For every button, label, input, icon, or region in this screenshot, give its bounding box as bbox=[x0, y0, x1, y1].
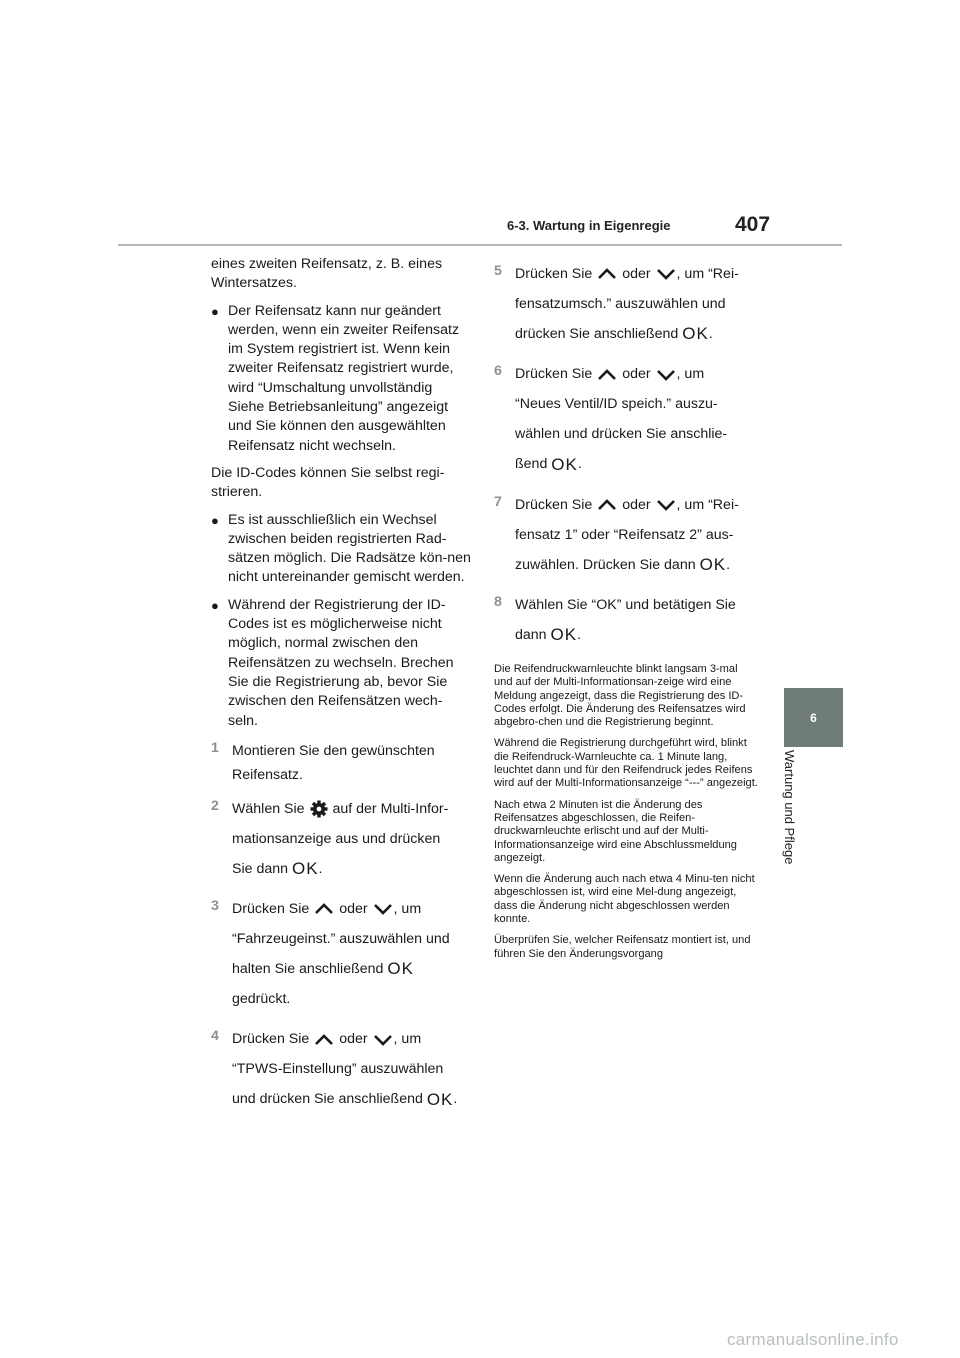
step-text: “TPWS-Einstellung” auszuwählen bbox=[232, 1061, 444, 1078]
step-text: und drücken Sie anschließend bbox=[232, 1091, 423, 1108]
step-text: . bbox=[577, 626, 582, 643]
step-text: gedrückt. bbox=[232, 991, 291, 1008]
step-text: . bbox=[577, 456, 582, 473]
note-text: Die Reifendruckwarnleuchte blinkt langsam 3-mal und auf der Multi-Informationsan-zeige wird eine Meldung angezeigt, dass die Registrierung des ID-Codes erfolgt. Die Änderung des Reifensatzes wird abgebro-chen und die Registrierung beginnt. bbox=[494, 663, 746, 729]
step-text: wählen und drücken Sie anschlie- bbox=[515, 426, 728, 443]
right-column bbox=[494, 262, 759, 969]
bullet-icon: ● bbox=[211, 303, 219, 319]
step-text: dann bbox=[515, 626, 547, 643]
step-text: Sie dann bbox=[232, 860, 289, 877]
chapter-number: 6 bbox=[810, 710, 817, 725]
chevron-down-icon bbox=[372, 902, 394, 916]
ok-icon: OK bbox=[291, 859, 319, 879]
ok-icon: OK bbox=[551, 454, 578, 474]
step-6 bbox=[494, 362, 759, 482]
step-5 bbox=[494, 262, 759, 352]
step-2 bbox=[211, 797, 471, 887]
step-number: 7 bbox=[494, 493, 502, 510]
ok-icon: OK bbox=[550, 625, 578, 644]
step-7 bbox=[494, 493, 759, 583]
step-text: drücken Sie anschließend bbox=[515, 326, 679, 342]
step-text: halten Sie anschließend bbox=[232, 961, 384, 978]
step-text: . bbox=[318, 860, 323, 877]
step-text: Drücken Sie bbox=[232, 1031, 310, 1048]
step-number: 3 bbox=[211, 898, 219, 915]
chevron-up-icon bbox=[313, 902, 335, 916]
step-text: , um bbox=[676, 366, 705, 383]
step-number: 6 bbox=[494, 363, 502, 380]
section-title: 6-3. Wartung in Eigenregie bbox=[507, 218, 671, 233]
step-text: , um “Rei- bbox=[676, 266, 739, 282]
watermark: carmanualsonline.info bbox=[727, 1330, 899, 1349]
bullet-icon: ● bbox=[211, 597, 219, 613]
note-text: Während die Registrierung durchgeführt wird, blinkt die Reifendruck-Warnleuchte ca. 1 Minute lang, leuchtet dann und für den Reifendruck jedes Reifens wird auf der Multi-Informationsanzeige “---” angezeigt. bbox=[494, 737, 758, 790]
step-8 bbox=[494, 593, 759, 653]
step-text: oder bbox=[622, 496, 651, 513]
step-text: , um bbox=[393, 901, 422, 918]
intro-text: eines zweiten Reifensatz, z. B. eines Wintersatzes. bbox=[211, 256, 443, 292]
step-text: fensatz 1” oder “Reifensatz 2” aus- bbox=[515, 526, 734, 543]
step-text: , um bbox=[393, 1031, 422, 1048]
step-text: . bbox=[453, 1091, 458, 1108]
step-text: Wählen Sie “OK” und betätigen Sie bbox=[515, 596, 736, 613]
step-text: . bbox=[726, 556, 731, 573]
paragraph: Die ID-Codes können Sie selbst regi-strieren. bbox=[211, 464, 445, 501]
page-number: 407 bbox=[735, 213, 771, 236]
chevron-down-icon bbox=[655, 267, 677, 281]
step-number: 8 bbox=[494, 593, 502, 610]
step-text: oder bbox=[339, 1031, 368, 1048]
step-text: fensatzumsch.” auszuwählen und bbox=[515, 296, 726, 312]
chevron-up-icon bbox=[596, 368, 618, 382]
chapter-tab bbox=[784, 688, 843, 747]
bullet-text: Es ist ausschließlich ein Wechsel zwischen beiden registrierten Rad-sätzen möglich. Die Radsätze kön-nen nicht untereinander gemischt werden. bbox=[228, 511, 471, 586]
step-text: “Neues Ventil/ID speich.” auszu- bbox=[515, 396, 718, 413]
step-number: 2 bbox=[211, 797, 219, 814]
step-4 bbox=[211, 1027, 471, 1117]
step-text: Drücken Sie bbox=[232, 901, 310, 918]
chapter-label bbox=[782, 750, 812, 885]
bullet-text: Während der Registrierung der ID-Codes ist es möglicherweise nicht möglich, normal zwischen den Reifensätzen zu wechseln. Brechen Sie die Registrierung ab, bevor Sie zwischen den Reifensätzen wech-seln. bbox=[228, 596, 454, 729]
step-number: 4 bbox=[211, 1028, 219, 1045]
step-number: 5 bbox=[494, 263, 502, 279]
note-text: Überprüfen Sie, welcher Reifensatz montiert ist, und führen Sie den Änderungsvorgang bbox=[494, 934, 751, 960]
step-number: 1 bbox=[211, 739, 219, 756]
ok-icon: OK bbox=[682, 324, 709, 344]
chevron-down-icon bbox=[372, 1033, 394, 1047]
step-text: zuwählen. Drücken Sie dann bbox=[515, 556, 696, 573]
chevron-up-icon bbox=[596, 498, 618, 512]
step-text: Drücken Sie bbox=[515, 366, 593, 383]
bullet-item bbox=[211, 511, 471, 588]
step-text: Drücken Sie bbox=[515, 496, 593, 513]
step-text: auf der Multi-Infor- bbox=[332, 800, 449, 817]
bullet-icon: ● bbox=[211, 512, 219, 528]
ok-icon: OK bbox=[387, 959, 414, 979]
step-1 bbox=[211, 739, 471, 787]
chevron-up-icon bbox=[313, 1033, 335, 1047]
step-text: oder bbox=[622, 366, 651, 383]
note-text: Nach etwa 2 Minuten ist die Änderung des Reifensatzes abgeschlossen, die Reifen-druckwarnleuchte erlischt und auf der Multi-Informationsanzeige wird eine Abschlussmeldung angezeigt. bbox=[494, 798, 737, 864]
step-text: Wählen Sie bbox=[232, 800, 305, 817]
step-text: mationsanzeige aus und drücken bbox=[232, 830, 441, 847]
chevron-down-icon bbox=[655, 498, 677, 512]
bullet-item bbox=[211, 596, 471, 731]
bullet-text: Der Reifensatz kann nur geändert werden, wenn ein zweiter Reifensatz im System registriert ist. Wenn kein zweiter Reifensatz registriert wurde, wird “Umschaltung unvollständig Siehe Betriebsanleitung” angezeigt und Sie können den ausgewählten Reifensatz nicht wechseln. bbox=[228, 302, 460, 454]
left-column bbox=[211, 255, 471, 1128]
step-text: , um “Rei- bbox=[676, 496, 739, 513]
step-text: . bbox=[708, 326, 713, 342]
chapter-title: Wartung und Pflege bbox=[782, 750, 797, 865]
step-text: oder bbox=[339, 901, 368, 918]
bullet-item bbox=[211, 302, 471, 456]
step-text: “Fahrzeugeinst.” auszuwählen und bbox=[232, 931, 450, 948]
gear-icon bbox=[309, 799, 329, 819]
step-text: Drücken Sie bbox=[515, 266, 593, 282]
ok-icon: OK bbox=[426, 1089, 454, 1109]
header-divider bbox=[118, 244, 842, 246]
step-3 bbox=[211, 897, 471, 1017]
chevron-down-icon bbox=[655, 368, 677, 382]
chevron-up-icon bbox=[596, 267, 618, 281]
step-text: oder bbox=[622, 266, 651, 282]
step-text: ßend bbox=[515, 456, 548, 473]
ok-icon: OK bbox=[699, 554, 727, 574]
step-text: Montieren Sie den gewünschten Reifensatz. bbox=[232, 742, 435, 783]
note-text: Wenn die Änderung auch nach etwa 4 Minu-ten nicht abgeschlossen ist, wird eine Mel-dung angezeigt, dass die Änderung nicht abgeschlossen werden konnte. bbox=[494, 873, 755, 926]
